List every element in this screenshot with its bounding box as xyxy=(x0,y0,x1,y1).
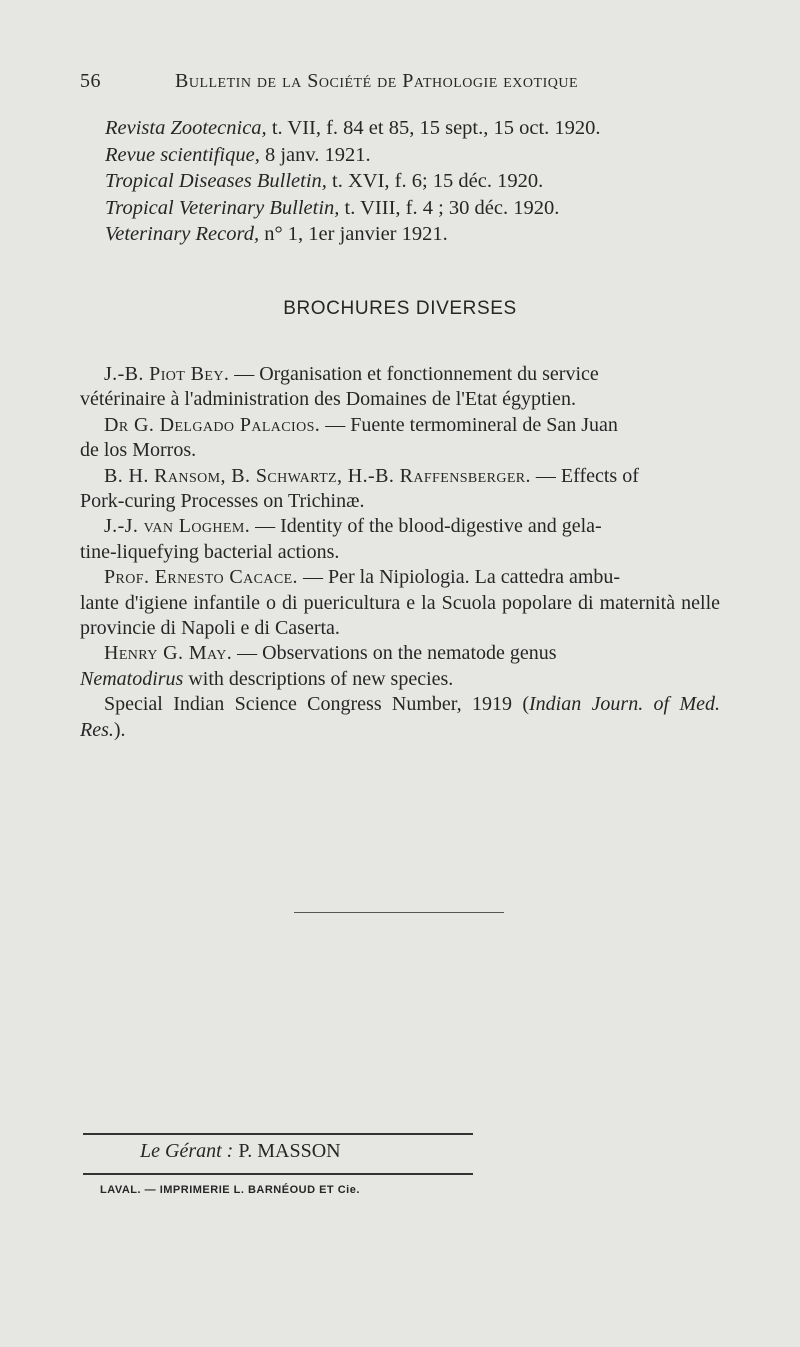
footer-rule xyxy=(83,1173,473,1175)
periodical-name: Tropical Diseases Bulletin, xyxy=(105,170,327,192)
journal-reference: Indian Journ. of Med. Res. xyxy=(80,693,720,741)
brochure-title-continued: de los Morros. xyxy=(80,439,197,462)
brochure-title-continued: Nematodirus with descriptions of new species. xyxy=(80,667,454,690)
brochure-author: J.-J. van Loghem. xyxy=(104,515,251,538)
periodical-entry xyxy=(105,168,725,195)
gerant-name: P. MASSON xyxy=(233,1140,341,1162)
periodicals-list xyxy=(105,115,725,248)
gerant-label: Le Gérant : xyxy=(140,1140,234,1162)
periodical-entry xyxy=(105,195,725,222)
brochure-entry xyxy=(80,362,720,413)
periodical-name: Veterinary Record, xyxy=(105,223,260,245)
brochure-entry xyxy=(80,413,720,464)
periodical-details: n° 1, 1er janvier 1921. xyxy=(259,223,448,245)
journal-title: Bulletin de la Société de Pathologie exotique xyxy=(175,70,579,92)
gerant-line xyxy=(140,1140,341,1163)
brochure-title-continued: Pork-curing Processes on Trichinæ. xyxy=(80,490,365,513)
brochure-title: — Observations on the nematode genus xyxy=(232,642,557,665)
brochure-entry: Special Indian Science Congress Number, 1919 (Indian Journ. of Med. Res.). xyxy=(80,693,720,741)
brochure-title: — Per la Nipiologia. La cattedra ambu- xyxy=(297,566,621,589)
brochure-title-continued: lante d'igiene infantile o di puericultura e la Scuola popolare di maternità nelle provincie di Napoli e di Caserta. xyxy=(80,591,720,640)
separator-rule xyxy=(294,912,504,913)
periodical-name: Tropical Veterinary Bulletin, xyxy=(105,196,340,219)
genus-name: Nematodirus xyxy=(80,667,184,690)
brochure-entry xyxy=(80,565,720,641)
periodical-entry xyxy=(105,221,725,248)
brochure-entry xyxy=(80,514,720,565)
periodical-entry xyxy=(105,115,725,142)
footer-rule xyxy=(83,1133,473,1135)
brochure-title: — Effects of xyxy=(530,464,639,487)
printer-imprint: LAVAL. — IMPRIMERIE L. BARNÉOUD ET Cie. xyxy=(100,1184,360,1196)
brochure-title: — Organisation et fonctionnement du service xyxy=(229,363,599,385)
brochure-entry xyxy=(80,641,720,692)
brochure-title-continued: tine-liquefying bacterial actions. xyxy=(80,540,340,563)
brochures-list xyxy=(80,362,720,743)
brochure-author: Prof. Ernesto Cacace. xyxy=(104,566,298,589)
periodical-details: t. VII, f. 84 et 85, 15 sept., 15 oct. 1920. xyxy=(266,117,601,139)
periodical-entry xyxy=(105,142,725,169)
page-number: 56 xyxy=(80,70,101,92)
brochure-author: Henry G. May. xyxy=(104,642,233,665)
brochure-title: Special Indian Science Congress Number, 1919 ( xyxy=(104,693,529,716)
periodical-details: t. XVI, f. 6; 15 déc. 1920. xyxy=(326,170,544,192)
periodical-details: 8 janv. 1921. xyxy=(259,143,371,166)
periodical-name: Revista Zootecnica, xyxy=(105,117,267,139)
periodical-details: t. VIII, f. 4 ; 30 déc. 1920. xyxy=(339,196,560,219)
brochure-title-continued: vétérinaire à l'administration des Domaines de l'Etat égyptien. xyxy=(80,388,576,411)
brochure-entry xyxy=(80,464,720,515)
brochure-author: B. H. Ransom, B. Schwartz, H.-B. Raffensberger. xyxy=(104,464,531,487)
brochure-author: J.-B. Piot Bey. xyxy=(104,363,230,385)
brochure-title: — Identity of the blood-digestive and gela- xyxy=(250,515,602,538)
brochure-title: — Fuente termomineral de San Juan xyxy=(320,413,618,436)
section-title: BROCHURES DIVERSES xyxy=(283,298,517,319)
brochure-author: Dr G. Delgado Palacios. xyxy=(104,413,321,436)
periodical-name: Revue scientifique, xyxy=(105,143,260,166)
